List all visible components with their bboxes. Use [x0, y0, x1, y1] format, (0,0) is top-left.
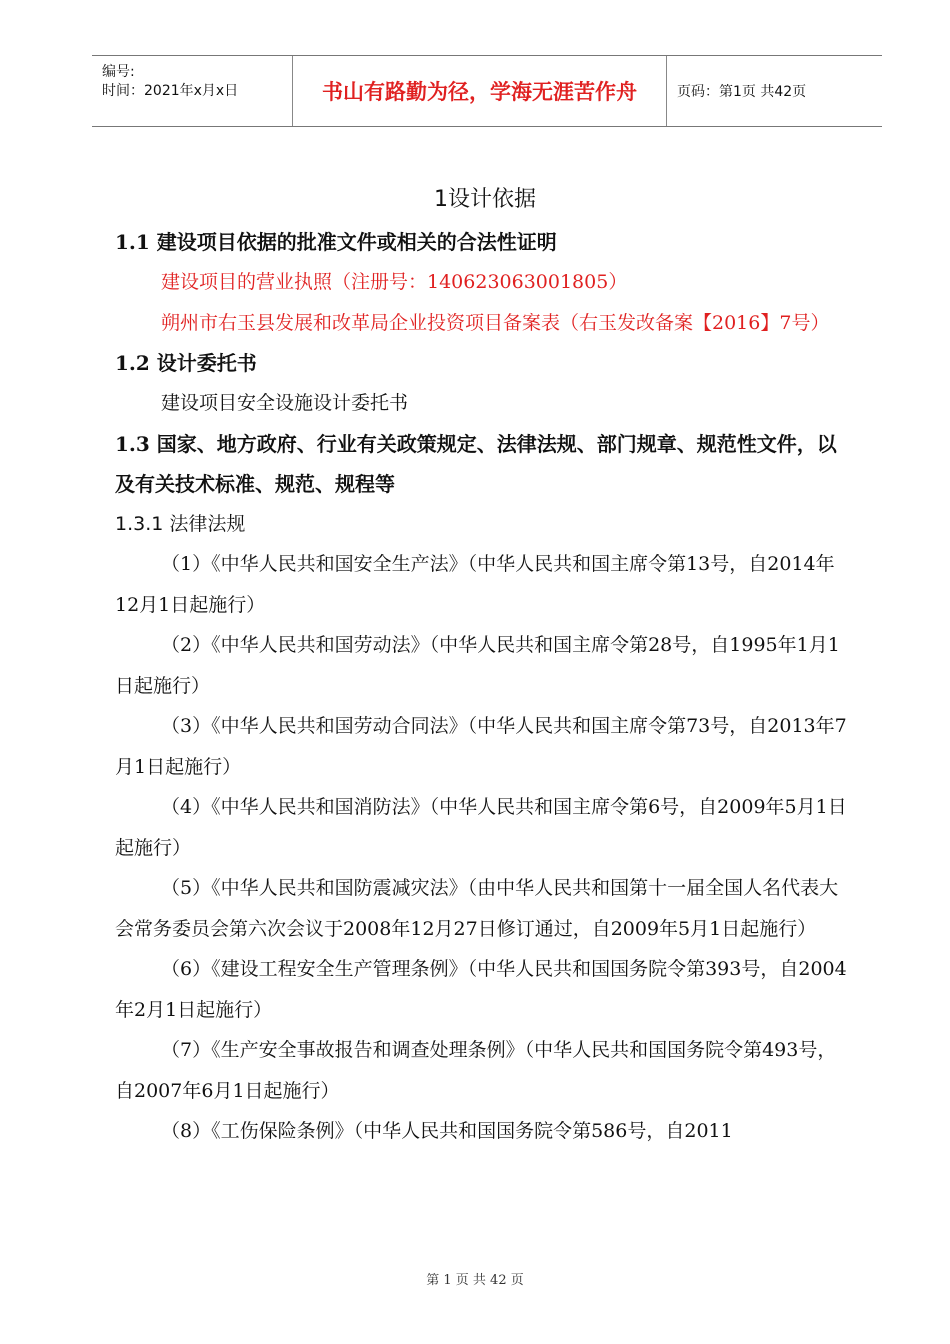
page-header [92, 55, 882, 127]
section-heading-1-1: 1.1 建设项目依据的批准文件或相关的合法性证明 [115, 230, 557, 254]
list-item: （6）《建设工程安全生产管理条例》（中华人民共和国国务院令第393号，自2004年2月1日起施行） [115, 958, 847, 1021]
header-page-info: 页码：第1页 共42页 [677, 84, 807, 100]
list-item: （1）《中华人民共和国安全生产法》（中华人民共和国主席令第13号，自2014年12月1日起施行） [115, 553, 835, 616]
time-label: 时间：2021年x月x日 [102, 83, 239, 99]
paragraph-filing-form: 朔州市右玉县发展和改革局企业投资项目备案表（右玉发改备案【2016】7号） [161, 311, 830, 334]
page-footer: 第 1 页 共 42 页 [426, 1273, 524, 1288]
paragraph-business-license: 建设项目的营业执照（注册号：140623063001805） [161, 271, 628, 293]
page-title: 1设计依据 [434, 187, 536, 212]
list-item: （4）《中华人民共和国消防法》（中华人民共和国主席令第6号，自2009年5月1日起施行） [115, 796, 847, 859]
list-item: （7）《生产安全事故报告和调查处理条例》（中华人民共和国国务院令第493号，自2007年6月1日起施行） [115, 1039, 837, 1102]
list-item: （8）《工伤保险条例》（中华人民共和国国务院令第586号，自2011 [161, 1120, 733, 1142]
header-motto: 书山有路勤为径，学海无涯苦作舟 [293, 56, 667, 126]
serial-label: 编号: [102, 64, 135, 80]
list-item: （5）《中华人民共和国防震减灾法》（由中华人民共和国第十一届全国人名代表大会常务委员会第六次会议于2008年12月27日修订通过，自2009年5月1日起施行） [115, 877, 839, 940]
subsection-heading-1-3-1: 1.3.1 法律法规 [115, 512, 246, 535]
list-item: （3）《中华人民共和国劳动合同法》（中华人民共和国主席令第73号，自2013年7月1日起施行） [115, 715, 847, 778]
section-heading-1-3: 1.3 国家、地方政府、行业有关政策规定、法律法规、部门规章、规范性文件，以及有关技术标准、规范、规程等 [115, 431, 837, 496]
header-meta-cell [92, 56, 293, 126]
document-body [115, 178, 855, 1152]
section-heading-1-2: 1.2 设计委托书 [115, 351, 257, 375]
list-item: （2）《中华人民共和国劳动法》（中华人民共和国主席令第28号，自1995年1月1日起施行） [115, 634, 840, 697]
paragraph-design-commission: 建设项目安全设施设计委托书 [161, 392, 409, 414]
